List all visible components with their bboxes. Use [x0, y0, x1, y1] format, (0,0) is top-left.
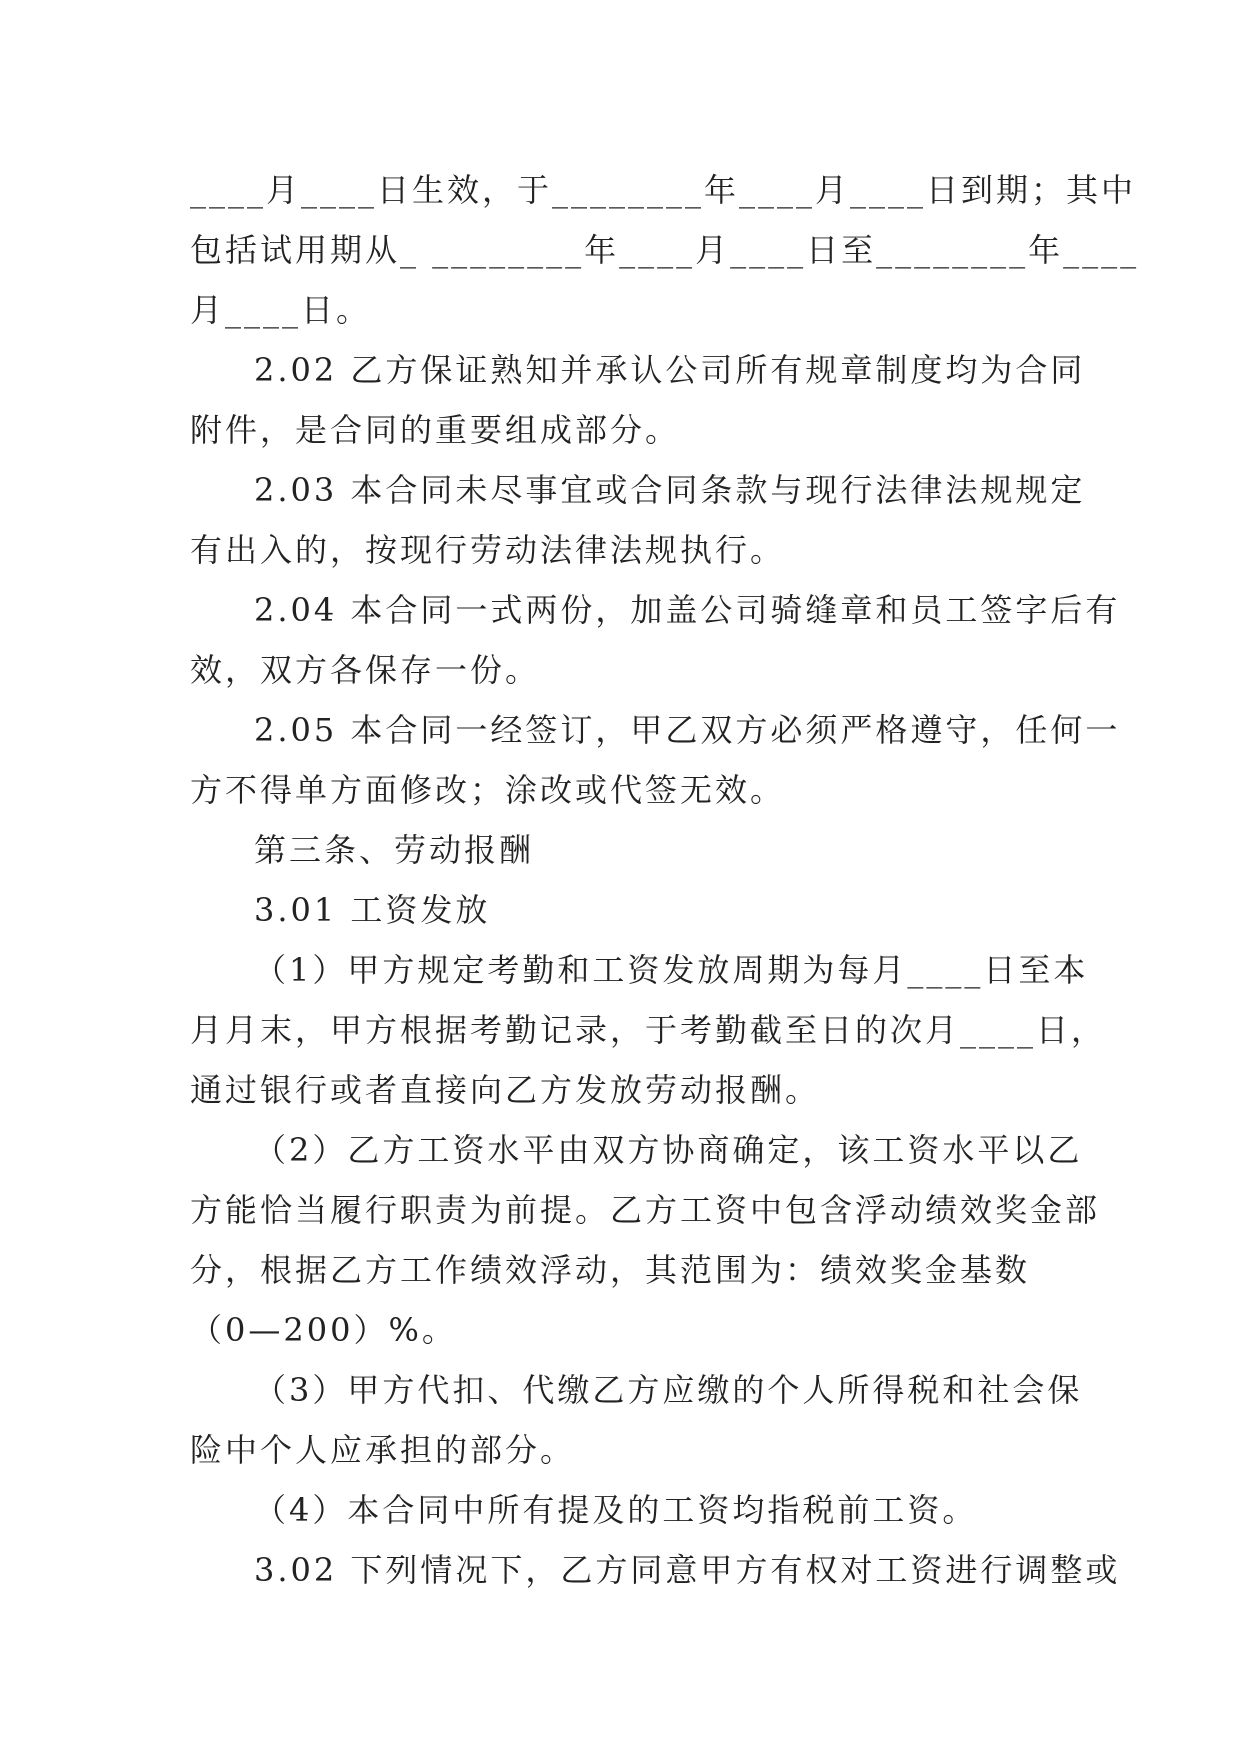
- document-body: [190, 160, 1140, 1600]
- text-line: 效，双方各保存一份。: [190, 651, 541, 689]
- text-line: 方不得单方面修改；涂改或代签无效。: [190, 771, 786, 809]
- clause-2-04: 2.04 本合同一式两份，加盖公司骑缝章和员工签字后有: [254, 591, 1121, 629]
- clause-2-02: 2.02 乙方保证熟知并承认公司所有规章制度均为合同: [254, 351, 1086, 389]
- item-1: （1）甲方规定考勤和工资发放周期为每月____日至本: [254, 951, 1089, 989]
- text-line: ____月____日生效，于________年____月____日到期；其中: [190, 171, 1137, 209]
- text-line: 有出入的，按现行劳动法律法规执行。: [190, 531, 786, 569]
- text-line: 月月末，甲方根据考勤记录，于考勤截至日的次月____日，: [190, 1011, 1107, 1049]
- clause-2-05: 2.05 本合同一经签订，甲乙双方必须严格遵守，任何一: [254, 711, 1121, 749]
- text-line: 分，根据乙方工作绩效浮动，其范围为：绩效奖金基数: [190, 1251, 1031, 1289]
- text-line: 通过银行或者直接向乙方发放劳动报酬。: [190, 1071, 821, 1109]
- text-line: （0—200）%。: [190, 1311, 457, 1349]
- item-2: （2）乙方工资水平由双方协商确定，该工资水平以乙: [254, 1131, 1083, 1169]
- text-line: 险中个人应承担的部分。: [190, 1431, 576, 1469]
- item-3: （3）甲方代扣、代缴乙方应缴的个人所得税和社会保: [254, 1371, 1083, 1409]
- text-line: 方能恰当履行职责为前提。乙方工资中包含浮动绩效奖金部: [190, 1191, 1101, 1229]
- clause-3-01: 3.01 工资发放: [254, 891, 491, 929]
- clause-3-02: 3.02 下列情况下，乙方同意甲方有权对工资进行调整或: [254, 1551, 1121, 1589]
- clause-2-03: 2.03 本合同未尽事宜或合同条款与现行法律法规规定: [254, 471, 1086, 509]
- section-heading: 第三条、劳动报酬: [254, 831, 535, 869]
- text-line: 包括试用期从_ ________年____月____日至________年____: [190, 231, 1140, 269]
- text-line: 月____日。: [190, 291, 372, 329]
- text-line: 附件，是合同的重要组成部分。: [190, 411, 681, 449]
- item-4: （4）本合同中所有提及的工资均指税前工资。: [254, 1491, 978, 1529]
